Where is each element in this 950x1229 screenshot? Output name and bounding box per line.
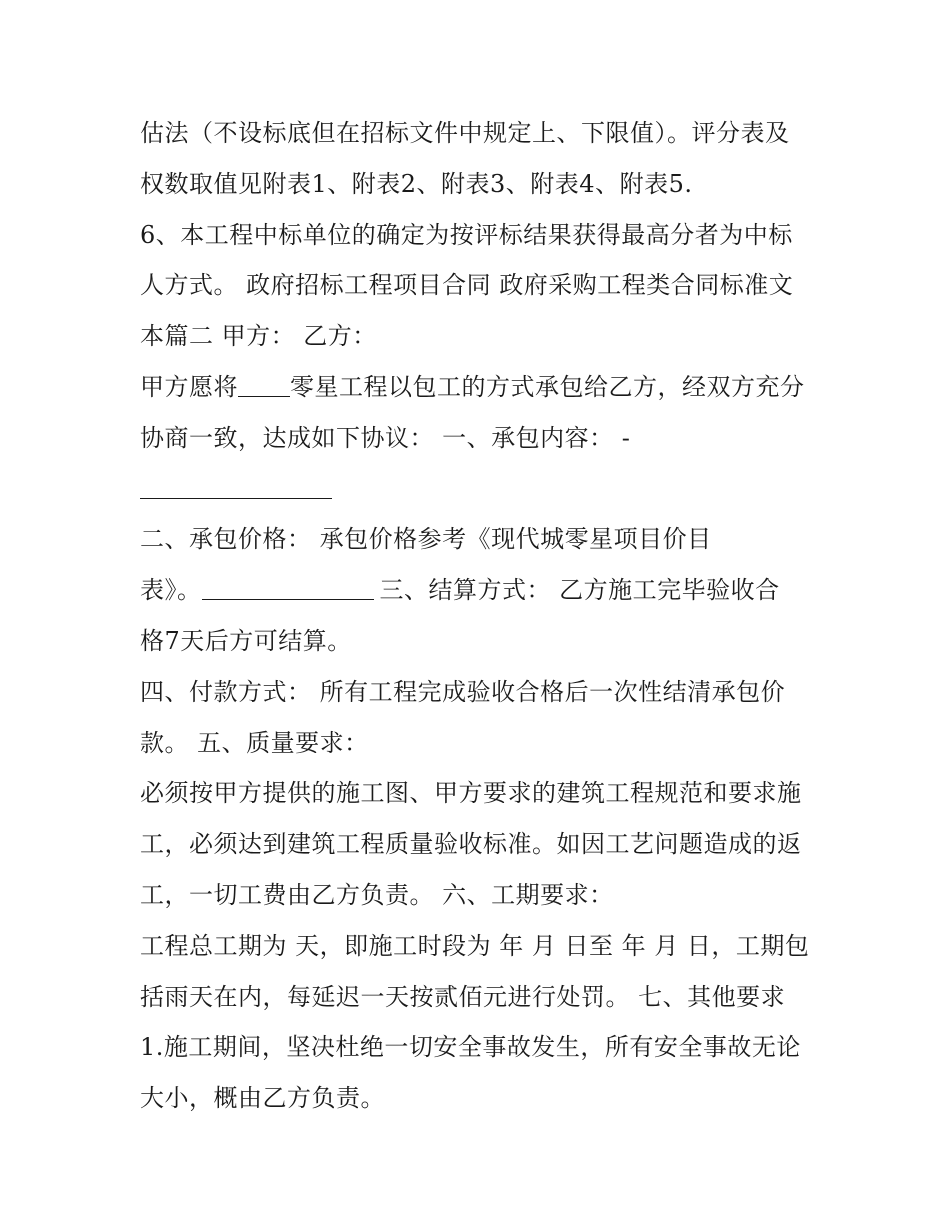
text-line: 6、本工程中标单位的确定为按评标结果获得最高分者为中标: [140, 220, 793, 249]
text-line: [140, 565, 820, 616]
text-line: 必须按甲方提供的施工图、甲方要求的建筑工程规范和要求施: [140, 779, 802, 808]
text-line: 本篇二 甲方： 乙方：: [140, 322, 377, 351]
text-line: 协商一致，达成如下协议： 一、承包内容： -: [140, 423, 631, 452]
text-line: [140, 362, 820, 413]
text-line: 工，一切工费由乙方负责。 六、工期要求：: [140, 880, 614, 909]
fill-in-underline: [202, 575, 374, 600]
fill-in-underline: [140, 474, 332, 499]
text-line: 权数取值见附表1、附表2、附表3、附表4、附表5.: [140, 169, 693, 198]
text-fragment: 三、结算方式： 乙方施工完毕验收合: [379, 576, 780, 605]
text-line: 大小，概由乙方负责。: [140, 1084, 385, 1113]
text-line: 工程总工期为 天，即施工时段为 年 月 日至 年 月 日，工期包: [140, 931, 810, 960]
text-line: 二、承包价格： 承包价格参考《现代城零星项目价目: [140, 525, 712, 554]
text-line: 款。 五、质量要求：: [140, 728, 369, 757]
text-line: 括雨天在内，每延迟一天按贰佰元进行处罚。 七、其他要求: [140, 982, 786, 1011]
text-line: 人方式。 政府招标工程项目合同 政府采购工程类合同标准文: [140, 271, 794, 300]
text-line: 工，必须达到建筑工程质量验收标准。如因工艺问题造成的返: [140, 830, 802, 859]
text-line: 格7天后方可结算。: [140, 626, 352, 655]
text-line: 估法（不设标底但在招标文件中规定上、下限值）。评分表及: [140, 119, 790, 147]
fill-in-blank: [238, 374, 290, 397]
text-fragment: 甲方愿将: [140, 372, 238, 401]
text-fragment: 零星工程以包工的方式承包给乙方，经双方充分: [290, 372, 805, 401]
text-line: [140, 464, 820, 515]
text-line: 四、付款方式： 所有工程完成验收合格后一次性结清承包价: [140, 677, 786, 706]
document-page: [140, 108, 820, 1124]
text-line: 1.施工期间，坚决杜绝一切安全事故发生，所有安全事故无论: [140, 1033, 801, 1062]
text-fragment: 表》。: [140, 576, 202, 605]
